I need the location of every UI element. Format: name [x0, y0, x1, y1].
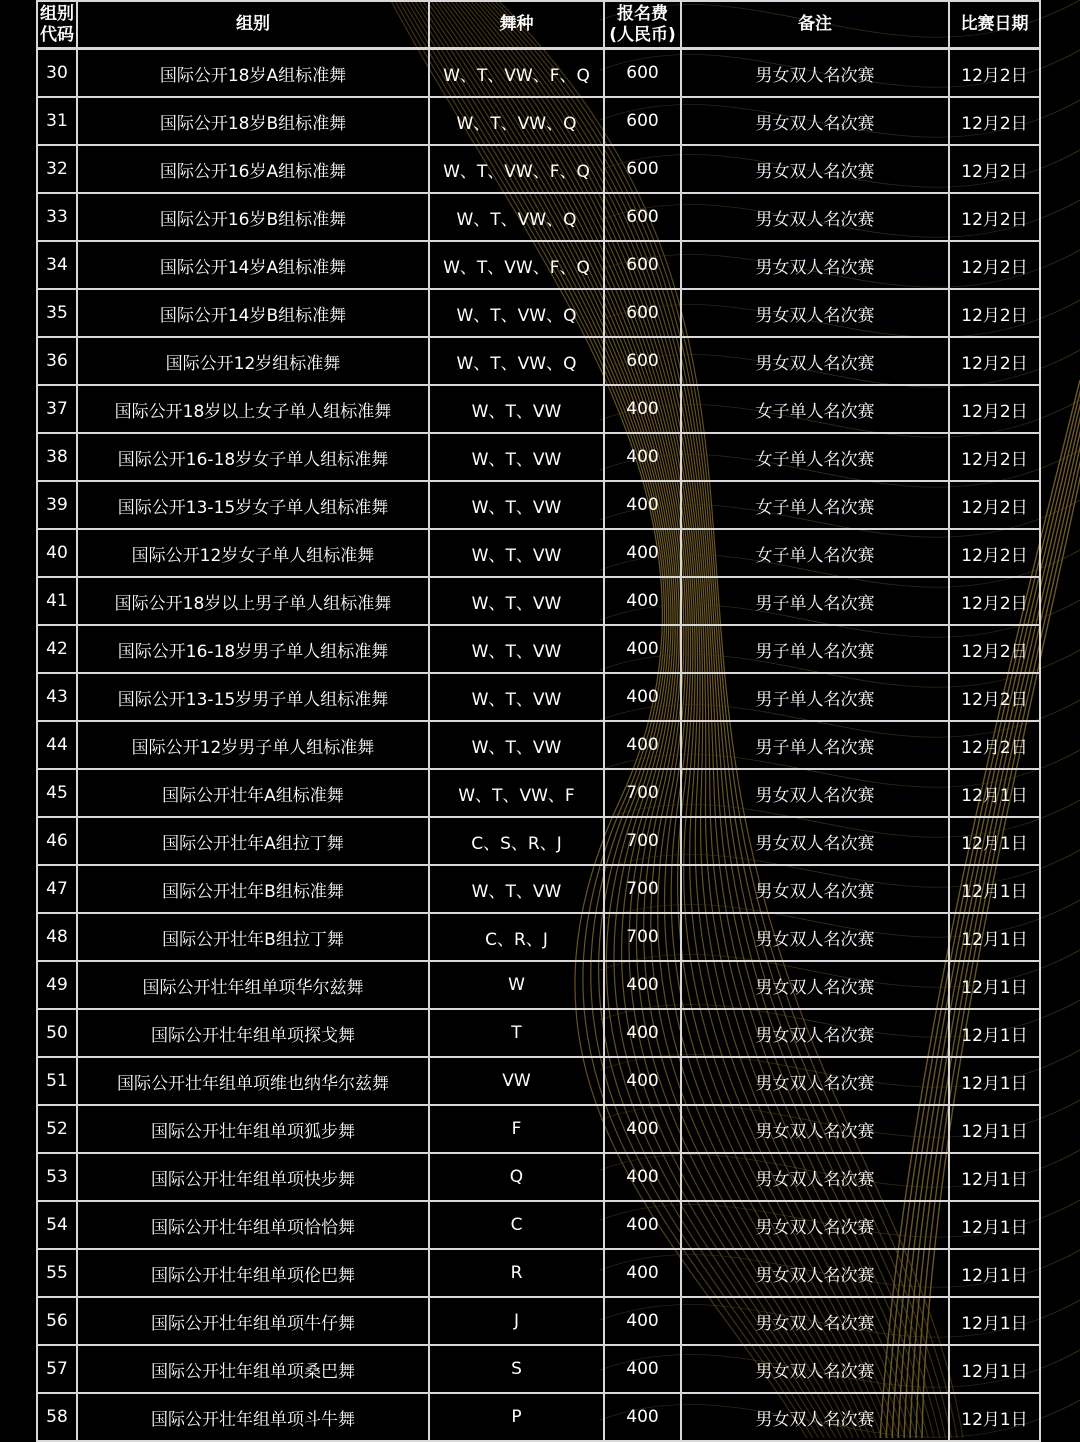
- cell-group: 国际公开16岁B组标准舞: [77, 193, 429, 241]
- cell-note: 女子单人名次赛: [681, 529, 949, 577]
- cell-note: 男女双人名次赛: [681, 1393, 949, 1441]
- cell-code: 37: [37, 385, 77, 433]
- table-row: [37, 817, 1040, 865]
- cell-fee: 400: [604, 1201, 681, 1249]
- cell-fee: 400: [604, 481, 681, 529]
- table-row: [37, 961, 1040, 1009]
- table-row: [37, 193, 1040, 241]
- cell-note: 男女双人名次赛: [681, 913, 949, 961]
- cell-note: 男女双人名次赛: [681, 337, 949, 385]
- cell-date: 12月2日: [949, 193, 1040, 241]
- cell-dances: C: [429, 1201, 604, 1249]
- cell-code: 58: [37, 1393, 77, 1441]
- cell-group: 国际公开18岁以上男子单人组标准舞: [77, 577, 429, 625]
- cell-fee: 400: [604, 673, 681, 721]
- cell-code: 44: [37, 721, 77, 769]
- cell-fee: 700: [604, 769, 681, 817]
- cell-dances: W、T、VW: [429, 481, 604, 529]
- cell-date: 12月2日: [949, 97, 1040, 145]
- table-header-row: [37, 1, 1040, 49]
- cell-fee: 400: [604, 529, 681, 577]
- cell-note: 男女双人名次赛: [681, 1057, 949, 1105]
- cell-note: 男女双人名次赛: [681, 961, 949, 1009]
- cell-code: 31: [37, 97, 77, 145]
- cell-note: 女子单人名次赛: [681, 481, 949, 529]
- cell-date: 12月1日: [949, 865, 1040, 913]
- cell-code: 43: [37, 673, 77, 721]
- cell-group: 国际公开壮年B组标准舞: [77, 865, 429, 913]
- cell-note: 男女双人名次赛: [681, 49, 949, 98]
- table-row: [37, 769, 1040, 817]
- cell-date: 12月2日: [949, 49, 1040, 98]
- cell-dances: J: [429, 1297, 604, 1345]
- cell-fee: 600: [604, 241, 681, 289]
- table-row: [37, 1105, 1040, 1153]
- header-code: [37, 1, 77, 49]
- cell-dances: VW: [429, 1057, 604, 1105]
- cell-date: 12月1日: [949, 1105, 1040, 1153]
- cell-note: 男女双人名次赛: [681, 817, 949, 865]
- cell-fee: 400: [604, 433, 681, 481]
- cell-code: 46: [37, 817, 77, 865]
- header-fee: [604, 1, 681, 49]
- table-row: [37, 865, 1040, 913]
- cell-date: 12月1日: [949, 1057, 1040, 1105]
- cell-dances: W、T、VW: [429, 865, 604, 913]
- cell-dances: P: [429, 1393, 604, 1441]
- cell-date: 12月1日: [949, 961, 1040, 1009]
- cell-date: 12月1日: [949, 1201, 1040, 1249]
- header-dances: 舞种: [429, 1, 604, 49]
- cell-code: 54: [37, 1201, 77, 1249]
- cell-code: 38: [37, 433, 77, 481]
- cell-date: 12月1日: [949, 1009, 1040, 1057]
- cell-dances: W、T、VW、Q: [429, 337, 604, 385]
- cell-group: 国际公开14岁A组标准舞: [77, 241, 429, 289]
- cell-group: 国际公开16-18岁女子单人组标准舞: [77, 433, 429, 481]
- cell-fee: 600: [604, 145, 681, 193]
- table-row: [37, 1393, 1040, 1441]
- header-fee-line2: (人民币): [609, 24, 676, 45]
- cell-fee: 400: [604, 1297, 681, 1345]
- cell-code: 30: [37, 49, 77, 98]
- cell-code: 35: [37, 289, 77, 337]
- cell-dances: W、T、VW: [429, 625, 604, 673]
- cell-note: 男女双人名次赛: [681, 769, 949, 817]
- cell-dances: T: [429, 1009, 604, 1057]
- cell-note: 男女双人名次赛: [681, 193, 949, 241]
- table-row: [37, 625, 1040, 673]
- table-row: [37, 49, 1040, 98]
- cell-fee: 400: [604, 1393, 681, 1441]
- cell-fee: 400: [604, 961, 681, 1009]
- cell-date: 12月2日: [949, 289, 1040, 337]
- table-row: [37, 529, 1040, 577]
- cell-date: 12月2日: [949, 433, 1040, 481]
- cell-group: 国际公开壮年组单项维也纳华尔兹舞: [77, 1057, 429, 1105]
- cell-group: 国际公开12岁女子单人组标准舞: [77, 529, 429, 577]
- table-body: [37, 49, 1040, 1442]
- cell-note: 男女双人名次赛: [681, 145, 949, 193]
- cell-code: 48: [37, 913, 77, 961]
- cell-code: 52: [37, 1105, 77, 1153]
- cell-date: 12月1日: [949, 1345, 1040, 1393]
- cell-date: 12月2日: [949, 385, 1040, 433]
- cell-dances: W、T、VW: [429, 529, 604, 577]
- cell-date: 12月2日: [949, 625, 1040, 673]
- cell-dances: W、T、VW、F、Q: [429, 49, 604, 98]
- cell-date: 12月2日: [949, 577, 1040, 625]
- table-row: [37, 241, 1040, 289]
- cell-dances: W、T、VW、F、Q: [429, 145, 604, 193]
- cell-date: 12月1日: [949, 1297, 1040, 1345]
- cell-date: 12月2日: [949, 337, 1040, 385]
- cell-code: 45: [37, 769, 77, 817]
- cell-date: 12月2日: [949, 241, 1040, 289]
- cell-note: 男女双人名次赛: [681, 1201, 949, 1249]
- cell-date: 12月1日: [949, 817, 1040, 865]
- cell-code: 36: [37, 337, 77, 385]
- cell-dances: W、T、VW: [429, 385, 604, 433]
- cell-note: 男女双人名次赛: [681, 1153, 949, 1201]
- cell-fee: 700: [604, 817, 681, 865]
- cell-note: 男女双人名次赛: [681, 97, 949, 145]
- cell-dances: W、T、VW、Q: [429, 97, 604, 145]
- cell-fee: 400: [604, 625, 681, 673]
- cell-date: 12月1日: [949, 1153, 1040, 1201]
- header-group: 组别: [77, 1, 429, 49]
- header-date: 比赛日期: [949, 1, 1040, 49]
- cell-fee: 600: [604, 97, 681, 145]
- table-row: [37, 337, 1040, 385]
- cell-code: 40: [37, 529, 77, 577]
- cell-fee: 700: [604, 865, 681, 913]
- cell-dances: F: [429, 1105, 604, 1153]
- header-code-line1: 组别: [40, 3, 74, 24]
- table-row: [37, 577, 1040, 625]
- table-row: [37, 721, 1040, 769]
- cell-note: 男子单人名次赛: [681, 721, 949, 769]
- cell-note: 女子单人名次赛: [681, 433, 949, 481]
- cell-fee: 400: [604, 721, 681, 769]
- cell-fee: 400: [604, 1345, 681, 1393]
- cell-group: 国际公开13-15岁男子单人组标准舞: [77, 673, 429, 721]
- cell-fee: 600: [604, 337, 681, 385]
- cell-group: 国际公开16-18岁男子单人组标准舞: [77, 625, 429, 673]
- cell-group: 国际公开壮年组单项桑巴舞: [77, 1345, 429, 1393]
- cell-note: 男女双人名次赛: [681, 1345, 949, 1393]
- table-row: [37, 289, 1040, 337]
- cell-fee: 600: [604, 289, 681, 337]
- cell-dances: W: [429, 961, 604, 1009]
- cell-fee: 400: [604, 385, 681, 433]
- cell-fee: 400: [604, 1249, 681, 1297]
- table-row: [37, 1201, 1040, 1249]
- cell-fee: 700: [604, 913, 681, 961]
- cell-date: 12月2日: [949, 481, 1040, 529]
- cell-group: 国际公开18岁B组标准舞: [77, 97, 429, 145]
- cell-group: 国际公开壮年组单项斗牛舞: [77, 1393, 429, 1441]
- cell-dances: W、T、VW: [429, 577, 604, 625]
- cell-group: 国际公开18岁以上女子单人组标准舞: [77, 385, 429, 433]
- cell-note: 男子单人名次赛: [681, 625, 949, 673]
- cell-group: 国际公开壮年组单项伦巴舞: [77, 1249, 429, 1297]
- cell-code: 56: [37, 1297, 77, 1345]
- cell-code: 32: [37, 145, 77, 193]
- cell-note: 女子单人名次赛: [681, 385, 949, 433]
- cell-dances: W、T、VW: [429, 673, 604, 721]
- cell-dances: W、T、VW、F: [429, 769, 604, 817]
- cell-group: 国际公开壮年A组拉丁舞: [77, 817, 429, 865]
- cell-dances: C、R、J: [429, 913, 604, 961]
- cell-code: 50: [37, 1009, 77, 1057]
- cell-code: 47: [37, 865, 77, 913]
- cell-fee: 400: [604, 577, 681, 625]
- cell-group: 国际公开16岁A组标准舞: [77, 145, 429, 193]
- table-row: [37, 433, 1040, 481]
- cell-date: 12月2日: [949, 721, 1040, 769]
- cell-note: 男女双人名次赛: [681, 241, 949, 289]
- cell-group: 国际公开壮年组单项华尔兹舞: [77, 961, 429, 1009]
- cell-fee: 600: [604, 49, 681, 98]
- cell-code: 51: [37, 1057, 77, 1105]
- header-code-line2: 代码: [40, 24, 74, 45]
- cell-code: 34: [37, 241, 77, 289]
- cell-note: 男女双人名次赛: [681, 865, 949, 913]
- cell-dances: W、T、VW、F、Q: [429, 241, 604, 289]
- table-row: [37, 1249, 1040, 1297]
- cell-code: 57: [37, 1345, 77, 1393]
- table-row: [37, 97, 1040, 145]
- cell-fee: 400: [604, 1009, 681, 1057]
- table-row: [37, 1153, 1040, 1201]
- cell-code: 55: [37, 1249, 77, 1297]
- cell-date: 12月1日: [949, 1393, 1040, 1441]
- cell-group: 国际公开壮年A组标准舞: [77, 769, 429, 817]
- cell-date: 12月2日: [949, 529, 1040, 577]
- cell-dances: Q: [429, 1153, 604, 1201]
- cell-dances: W、T、VW、Q: [429, 289, 604, 337]
- table-row: [37, 1009, 1040, 1057]
- cell-group: 国际公开14岁B组标准舞: [77, 289, 429, 337]
- cell-dances: S: [429, 1345, 604, 1393]
- cell-note: 男子单人名次赛: [681, 577, 949, 625]
- cell-group: 国际公开壮年组单项快步舞: [77, 1153, 429, 1201]
- cell-group: 国际公开18岁A组标准舞: [77, 49, 429, 98]
- table-row: [37, 385, 1040, 433]
- cell-group: 国际公开壮年组单项恰恰舞: [77, 1201, 429, 1249]
- cell-date: 12月2日: [949, 673, 1040, 721]
- cell-date: 12月1日: [949, 769, 1040, 817]
- cell-code: 39: [37, 481, 77, 529]
- table-row: [37, 481, 1040, 529]
- cell-date: 12月1日: [949, 913, 1040, 961]
- table-row: [37, 673, 1040, 721]
- cell-date: 12月1日: [949, 1249, 1040, 1297]
- cell-dances: W、T、VW、Q: [429, 193, 604, 241]
- cell-fee: 400: [604, 1057, 681, 1105]
- cell-dances: W、T、VW: [429, 433, 604, 481]
- table-row: [37, 1345, 1040, 1393]
- cell-code: 33: [37, 193, 77, 241]
- cell-group: 国际公开壮年组单项牛仔舞: [77, 1297, 429, 1345]
- header-fee-line1: 报名费: [617, 3, 668, 24]
- cell-code: 53: [37, 1153, 77, 1201]
- cell-code: 41: [37, 577, 77, 625]
- cell-note: 男女双人名次赛: [681, 1009, 949, 1057]
- schedule-table: [36, 0, 1041, 1442]
- cell-note: 男女双人名次赛: [681, 289, 949, 337]
- cell-note: 男女双人名次赛: [681, 1249, 949, 1297]
- cell-group: 国际公开12岁组标准舞: [77, 337, 429, 385]
- cell-dances: C、S、R、J: [429, 817, 604, 865]
- cell-dances: W、T、VW: [429, 721, 604, 769]
- cell-note: 男女双人名次赛: [681, 1297, 949, 1345]
- cell-fee: 600: [604, 193, 681, 241]
- cell-fee: 400: [604, 1153, 681, 1201]
- cell-fee: 400: [604, 1105, 681, 1153]
- cell-group: 国际公开壮年组单项探戈舞: [77, 1009, 429, 1057]
- table-row: [37, 1057, 1040, 1105]
- cell-dances: R: [429, 1249, 604, 1297]
- cell-group: 国际公开13-15岁女子单人组标准舞: [77, 481, 429, 529]
- cell-code: 49: [37, 961, 77, 1009]
- cell-note: 男子单人名次赛: [681, 673, 949, 721]
- cell-code: 42: [37, 625, 77, 673]
- table-row: [37, 145, 1040, 193]
- table-row: [37, 913, 1040, 961]
- cell-date: 12月2日: [949, 145, 1040, 193]
- cell-group: 国际公开壮年B组拉丁舞: [77, 913, 429, 961]
- cell-note: 男女双人名次赛: [681, 1105, 949, 1153]
- cell-group: 国际公开12岁男子单人组标准舞: [77, 721, 429, 769]
- cell-group: 国际公开壮年组单项狐步舞: [77, 1105, 429, 1153]
- header-note: 备注: [681, 1, 949, 49]
- table-row: [37, 1297, 1040, 1345]
